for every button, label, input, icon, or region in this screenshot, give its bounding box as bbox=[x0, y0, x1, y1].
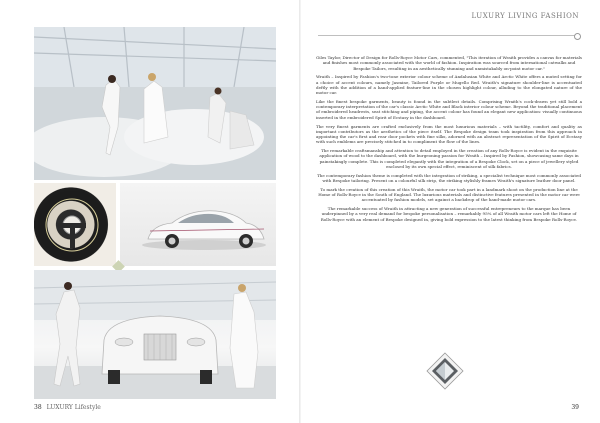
spine-gutter bbox=[299, 0, 301, 423]
steering-wheel-photo bbox=[34, 183, 116, 266]
article-paragraph: The contemporary fashion theme is completed with the integration of striking, a specialist technique most commonly associated with Bespoke tailoring. Present on a colourful silk strip, the striking stylishly frames Wraith's signature leather door panel. bbox=[317, 172, 581, 183]
article-paragraph: To mark the creation of this creation of this Wraith, the motor car took part in a landmark shoot on the production line at the Home of Rolls-Royce in the South of England. The luxurious materials and distinctive features presented in the motor car were accentuated by fashion models, set against a backdrop of the hand-made motor cars. bbox=[318, 186, 580, 203]
article-paragraph: The very finest garments are crafted exclusively from the most luxurious materials – with tactility, comfort and quality as important contributors as the aesthetics of the piece itself. The Bespoke design team took inspiration from this approach in appointing the car's first and rear door pockets with fine silks, adorned with an abstract representation of the Spirit of Ecstasy with such emblems are precisely stitched in to compliment the flow of the lines. bbox=[316, 123, 582, 145]
right-page-number: 39 bbox=[571, 404, 579, 411]
article-paragraph: Like the finest bespoke garments, beauty is found in the subtlest details. Comprising Wraith's cock-drawn yet still bold a contemporary interpretation of the car's classic Arctic White and Black interior colour scheme. Beyond the traditional placement of embroidered headrests, seat stitching and piping, the accent colour has found an elegant new application: visually continuous inserted in the embroidered Spirit of Ecstasy in the dashboard. bbox=[316, 98, 582, 120]
article-paragraph: The remarkable craftsmanship and attention to detail employed in the creation of any Rolls-Royce is evident in the exquisite application of wood to the dashboard, with the burgeoning passion for Wraith – Inspired by Fashion, showcasing same days in painstakingly complete. This is completed elegantly with the integration of a Bespoke Clock, set on a piece of jewellery styled enclosed by its own special effect, reminiscent of silk fabrics. bbox=[319, 148, 579, 169]
factory-models-photo bbox=[34, 27, 276, 180]
header-rule-dot bbox=[574, 33, 581, 40]
left-page-number: 38 bbox=[34, 404, 42, 411]
article-paragraph: Giles Taylor, Director of Design for Rolls-Royce Motor Cars, commented, "This iteration of Wraith provides a canvas for materials and finishes most commonly associated with the world of fashion. Inspiration was sourced from international catwalks and Bespoke Tailors, resulting in an aesthetically stunning and unmistakably on-point motor car." bbox=[316, 55, 582, 71]
left-folio-label: LUXURY Lifestyle bbox=[46, 404, 101, 411]
article-body bbox=[316, 55, 582, 226]
header-rule bbox=[318, 35, 579, 36]
article-paragraph: The remarkable success of Wraith in attracting a new generation of successful entrepreneurs to the marque has been underpinned by a very real demand for bespoke personalisation – remarkably 95% of all Wraith motor cars left the Home of Rolls-Royce with an element of Bespoke designed in, giving bold expression to the latest thinking from Bespoke Rolls-Royce. bbox=[320, 206, 578, 222]
section-header: LUXURY LIVING FASHION bbox=[471, 12, 579, 20]
rolls-royce-emblem-icon bbox=[426, 352, 464, 390]
right-folio bbox=[571, 404, 579, 411]
white-car-profile-photo bbox=[120, 183, 276, 266]
models-with-car-photo bbox=[34, 270, 276, 399]
article-paragraph: Wraith – Inspired by Fashion's two-tone exterior colour scheme of Andalusian White and Arctic White offers a muted setting for a choice of accent colours, namely Jasmine, Tailored Purple or Mugello Red. Wraith's signature shoulder-line is accentuated deftly with the addition of a hand-applied feature-line in the chosen highlight colour, alluding to the elongated nature of the motor car. bbox=[316, 74, 582, 96]
left-folio bbox=[34, 404, 101, 411]
